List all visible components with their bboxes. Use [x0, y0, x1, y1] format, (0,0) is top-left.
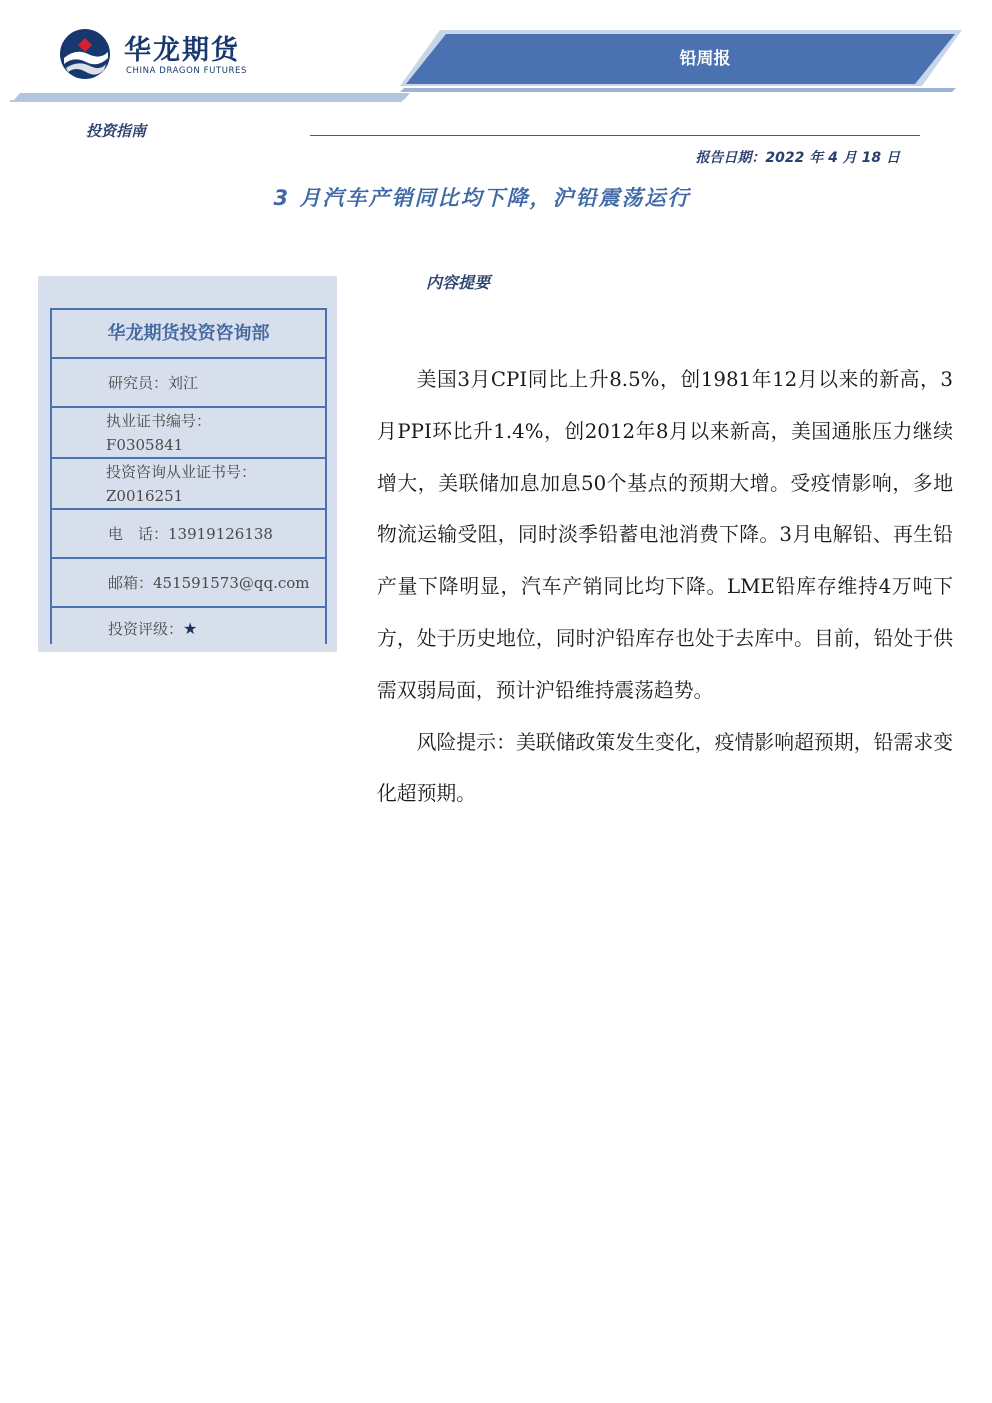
rating-row — [52, 606, 325, 644]
analyst-info-table — [50, 308, 327, 644]
star-icon: ★ — [183, 619, 198, 638]
consult-license-number: Z0016251 — [106, 486, 184, 505]
report-title: 3 月汽车产销同比均下降，沪铅震荡运行 — [273, 186, 691, 210]
section-label: 投资指南 — [86, 122, 147, 140]
researcher-name: 研究员：刘江 — [108, 373, 199, 392]
email-address: 邮箱：451591573@qq.com — [108, 573, 310, 592]
license-label: 执业证书编号： — [106, 411, 212, 430]
email-row — [52, 557, 325, 606]
summary-heading: 内容提要 — [426, 273, 491, 292]
phone-row — [52, 508, 325, 557]
report-date: 报告日期：2022 年 4 月 18 日 — [695, 150, 900, 166]
consult-license-row — [52, 457, 325, 508]
summary-paragraph: 美国3月CPI同比上升8.5%，创1981年12月以来的新高，3月PPI环比升1.4%，创2012年8月以来新高，美国通胀压力继续增大，美联储加息加息50个基点的预期大增。受疫情影响，多地物流运输受阻，同时淡季铅蓄电池消费下降。3月电解铅、再生铅产量下降明显，汽车产销同比均下降。LME铅库存维持4万吨下方，处于历史地位，同时沪铅库存也处于去库中。目前，铅处于供需双弱局面，预计沪铅维持震荡趋势。 — [377, 368, 953, 702]
brand-name-en: CHINA DRAGON FUTURES — [126, 66, 248, 76]
analyst-info-panel — [38, 276, 337, 652]
dragon-logo-icon — [58, 28, 112, 80]
license-row — [52, 406, 325, 457]
rating — [108, 617, 325, 641]
header-stripe-light — [14, 93, 410, 100]
header-divider — [310, 135, 920, 136]
risk-paragraph: 风险提示：美联储政策发生变化，疫情影响超预期，铅需求变化超预期。 — [377, 730, 953, 806]
brand-name-cn: 华龙期货 — [124, 35, 240, 66]
department-name: 华龙期货投资咨询部 — [52, 308, 325, 357]
license-number: F0305841 — [106, 435, 184, 454]
header-stripe-mid — [400, 88, 956, 92]
rating-label: 投资评级： — [108, 620, 184, 638]
consult-license-label: 投资咨询从业证书号： — [106, 462, 257, 481]
report-type-label: 铅周报 — [679, 49, 731, 69]
researcher-row — [52, 357, 325, 406]
summary-body — [377, 354, 953, 820]
phone-number: 电 话：13919126138 — [108, 524, 273, 543]
company-logo — [58, 26, 258, 82]
